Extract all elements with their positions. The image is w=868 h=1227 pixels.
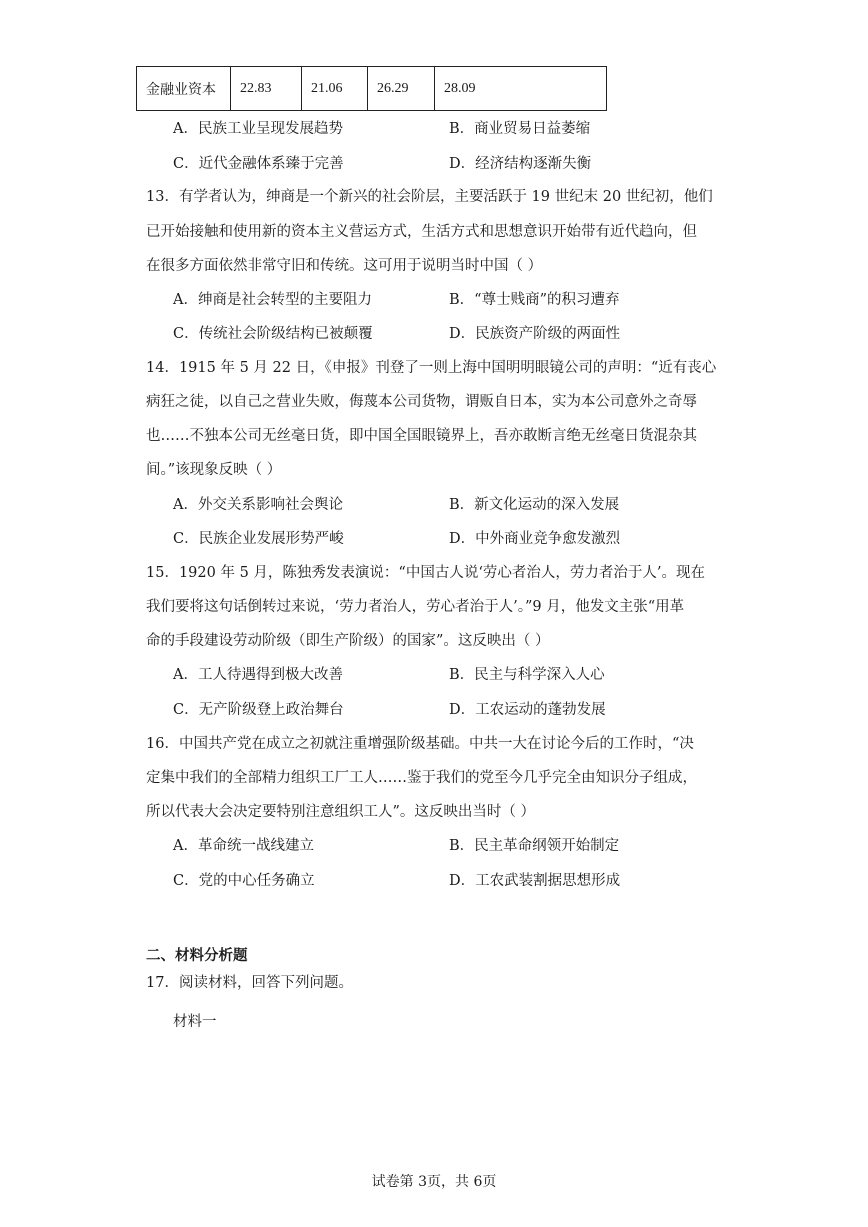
q16-option-d: D．工农武装割据思想形成 (449, 873, 621, 889)
table-cell-value-2: 21.06 (302, 67, 368, 110)
data-table-row (136, 66, 607, 111)
q12-option-a: A．民族工业呈现发展趋势 (173, 121, 343, 137)
q14-stem-line-2: 病狂之徒，以自己之营业失败，侮蔑本公司货物，谓贩自日本，实为本公司意外之奇辱 (146, 394, 697, 410)
q15-stem-line-1: 15．1920 年 5 月，陈独秀发表演说：“中国古人说‘劳心者治人，劳力者治于人’。现在 (146, 565, 706, 581)
q12-option-c: C．近代金融体系臻于完善 (173, 156, 344, 172)
table-cell-value-3: 26.29 (368, 67, 435, 110)
table-cell-value-4: 28.09 (444, 80, 476, 96)
q14-stem-line-3: 也……不独本公司无丝毫日货，即中国全国眼镜界上，吾亦敢断言绝无丝毫日货混杂其 (146, 428, 697, 444)
q15-stem-line-2: 我们要将这句话倒转过来说，‘劳力者治人，劳心者治于人’。”9 月，他发文主张“用革 (146, 599, 685, 615)
q14-option-a: A．外交关系影响社会舆论 (173, 497, 343, 513)
q13-option-d: D．民族资产阶级的两面性 (449, 326, 621, 342)
q13-option-a: A．绅商是社会转型的主要阻力 (173, 292, 372, 308)
q13-stem-line-3: 在很多方面依然非常守旧和传统。这可用于说明当时中国（ ） (146, 258, 543, 274)
q15-option-a: A．工人待遇得到极大改善 (173, 667, 343, 683)
q12-option-d: D．经济结构逐渐失衡 (449, 156, 592, 172)
q15-option-c: C．无产阶级登上政治舞台 (173, 702, 344, 718)
q16-option-b: B．民主革命纲领开始制定 (449, 838, 620, 854)
q15-option-d: D．工农运动的蓬勃发展 (449, 702, 606, 718)
q16-stem-line-1: 16．中国共产党在成立之初就注重增强阶级基础。中共一大在讨论今后的工作时，“决 (146, 736, 694, 752)
q14-option-b: B．新文化运动的深入发展 (449, 497, 620, 513)
q14-stem-line-4: 间。”该现象反映（ ） (146, 462, 282, 478)
page-footer: 试卷第 3页，共 6页 (371, 1174, 497, 1190)
q14-option-c: C．民族企业发展形势严峻 (173, 531, 344, 547)
q14-option-d: D．中外商业竞争愈发激烈 (449, 531, 621, 547)
q16-option-c: C．党的中心任务确立 (173, 873, 315, 889)
section-title: 二、材料分析题 (146, 947, 248, 964)
q13-option-b: B．“尊士贱商”的积习遭弃 (449, 292, 620, 308)
material-one-label: 材料一 (173, 1014, 217, 1030)
q16-stem-line-3: 所以代表大会决定要特别注意组织工人”。这反映出当时（ ） (146, 804, 536, 820)
q16-option-a: A．革命统一战线建立 (173, 838, 314, 854)
q15-stem-line-3: 命的手段建设劳动阶级（即生产阶级）的国家”。这反映出（ ） (146, 633, 550, 649)
table-cell-value-1: 22.83 (231, 67, 302, 110)
q13-option-c: C．传统社会阶级结构已被颠覆 (173, 326, 373, 342)
q13-stem-line-1: 13．有学者认为，绅商是一个新兴的社会阶层，主要活跃于 19 世纪末 20 世纪初，他们 (146, 189, 713, 205)
q16-stem-line-2: 定集中我们的全部精力组织工厂工人……鉴于我们的党至今几乎完全由知识分子组成， (146, 770, 697, 786)
table-row-label: 金融业资本 (137, 67, 231, 110)
q12-option-b: B．商业贸易日益萎缩 (449, 121, 591, 137)
q13-stem-line-2: 已开始接触和使用新的资本主义营运方式，生活方式和思想意识开始带有近代趋向，但 (146, 224, 697, 240)
q15-option-b: B．民主与科学深入人心 (449, 667, 605, 683)
q17-instruction: 17．阅读材料，回答下列问题。 (146, 975, 353, 991)
q14-stem-line-1: 14．1915 年 5 月 22 日，《申报》刊登了一则上海中国明明眼镜公司的声明：“近有丧心 (146, 360, 717, 376)
